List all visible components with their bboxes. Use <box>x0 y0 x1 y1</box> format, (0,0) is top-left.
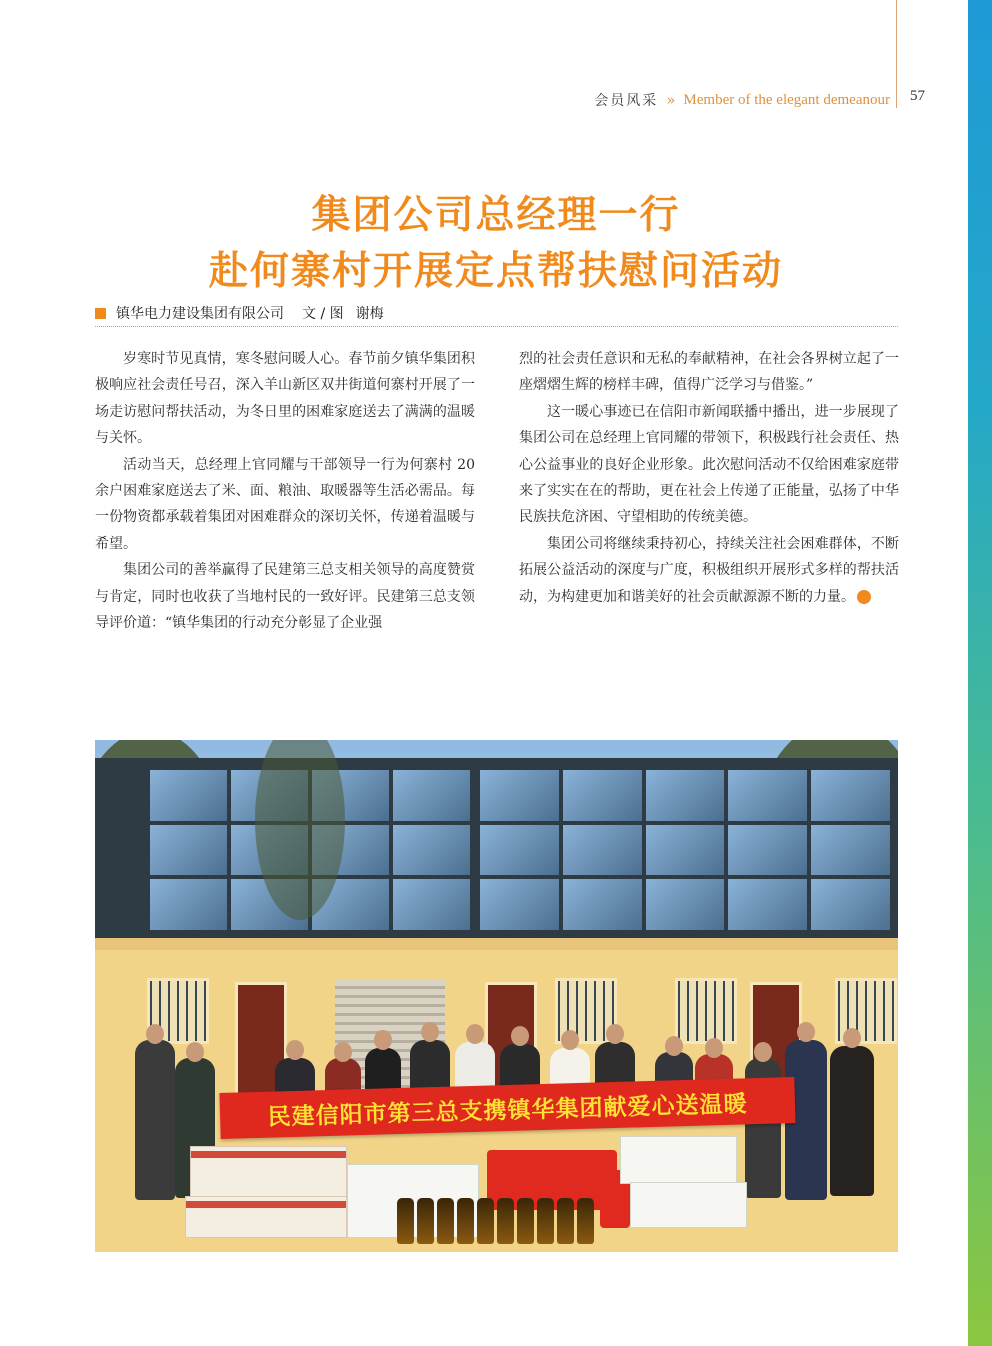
photo-person-head <box>186 1042 204 1062</box>
photo-person-head <box>511 1026 529 1046</box>
photo-goods-box <box>190 1146 347 1198</box>
photo-building-ledge <box>95 938 898 950</box>
photo-person <box>830 1046 874 1196</box>
photo-oil-bottle <box>437 1198 454 1244</box>
photo-person-head <box>466 1024 484 1044</box>
paragraph-text: 集团公司将继续秉持初心，持续关注社会困难群体，不断拓展公益活动的深度与广度，积极组织开展形式多样的帮扶活动，为构建更加和谐美好的社会贡献源源不断的力量。 <box>519 535 899 605</box>
byline-role: 文 / 图 <box>302 306 344 322</box>
photo-person-head <box>146 1024 164 1044</box>
header-divider-rule <box>896 0 897 108</box>
photo-person-head <box>797 1022 815 1042</box>
photo-oil-bottle <box>577 1198 594 1244</box>
paragraph-final <box>519 531 899 610</box>
double-chevron-icon: » <box>666 91 676 109</box>
photo-person-head <box>334 1042 352 1062</box>
photo-oil-bottle <box>537 1198 554 1244</box>
photo-oil-bottle <box>557 1198 574 1244</box>
paragraph: 这一暖心事迹已在信阳市新闻联播中播出，进一步展现了集团公司在总经理上官同耀的带领下，积极践行社会责任、热心公益事业的良好企业形象。此次慰问活动不仅给困难家庭带来了实实在在的帮助，更在社会上传递了正能量，弘扬了中华民族扶危济困、守望相助的传统美德。 <box>519 403 899 526</box>
photo-oil-bottle <box>417 1198 434 1244</box>
article-column-right <box>519 346 899 610</box>
photo-glass-windows <box>480 770 890 930</box>
article-title-line-1: 集团公司总经理一行 <box>311 193 681 238</box>
article-title-line-2: 赴何寨村开展定点帮扶慰问活动 <box>208 249 783 294</box>
photo-oil-bottle <box>497 1198 514 1244</box>
photo-person <box>135 1040 175 1200</box>
photo-person-head <box>665 1036 683 1056</box>
photo-person-head <box>843 1028 861 1048</box>
paragraph: 岁寒时节见真情，寒冬慰问暖人心。春节前夕镇华集团积极响应社会责任号召，深入羊山新区双井街道何寨村开展了一场走访慰问帮扶活动，为冬日里的困难家庭送去了满满的温暖与关怀。 <box>95 351 475 447</box>
photo-person-head <box>606 1024 624 1044</box>
running-header <box>594 88 890 112</box>
paragraph-continuation: 烈的社会责任意识和无私的奉献精神，在社会各界树立起了一座熠熠生辉的榜样丰碑，值得广泛学习与借鉴。” <box>519 351 899 394</box>
square-bullet-icon <box>95 308 106 319</box>
paragraph: 活动当天，总经理上官同耀与干部领导一行为何寨村 20 余户困难家庭送去了米、面、粮油、取暖器等生活必需品。每一份物资都承载着集团对困难群众的深切关怀，传递着温暖与希望。 <box>95 456 475 552</box>
photo-person-head <box>561 1030 579 1050</box>
photo-oil-bottle <box>457 1198 474 1244</box>
photo-person-head <box>286 1040 304 1060</box>
byline-author: 谢梅 <box>355 306 384 322</box>
photo-person-head <box>705 1038 723 1058</box>
article-column-left <box>95 346 475 636</box>
page-number: 57 <box>910 88 925 104</box>
paragraph: 集团公司的善举赢得了民建第三总支相关领导的高度赞赏与肯定，同时也收获了当地村民的一致好评。民建第三总支领导评价道：“镇华集团的行动充分彰显了企业强 <box>95 562 475 632</box>
end-of-article-icon: ◎ <box>857 590 871 604</box>
photo-oil-bottle <box>397 1198 414 1244</box>
photo-person-head <box>421 1022 439 1042</box>
byline-organization: 镇华电力建设集团有限公司 <box>116 306 284 322</box>
photo-goods-box <box>630 1182 747 1228</box>
section-title-english: Member of the elegant demeanour <box>683 91 890 108</box>
photo-person-head <box>374 1030 392 1050</box>
photo-goods-box <box>185 1196 347 1238</box>
article-photo <box>95 740 898 1252</box>
photo-barred-window <box>675 978 737 1044</box>
photo-person-head <box>754 1042 772 1062</box>
photo-red-banner: 民建信阳市第三总支携镇华集团献爱心送温暖 <box>219 1077 795 1139</box>
section-title: 会员风采 <box>594 93 659 109</box>
byline-divider <box>95 326 898 327</box>
photo-oil-bottle <box>477 1198 494 1244</box>
photo-goods-box <box>620 1136 737 1184</box>
photo-oil-bottle <box>517 1198 534 1244</box>
byline <box>95 303 384 323</box>
